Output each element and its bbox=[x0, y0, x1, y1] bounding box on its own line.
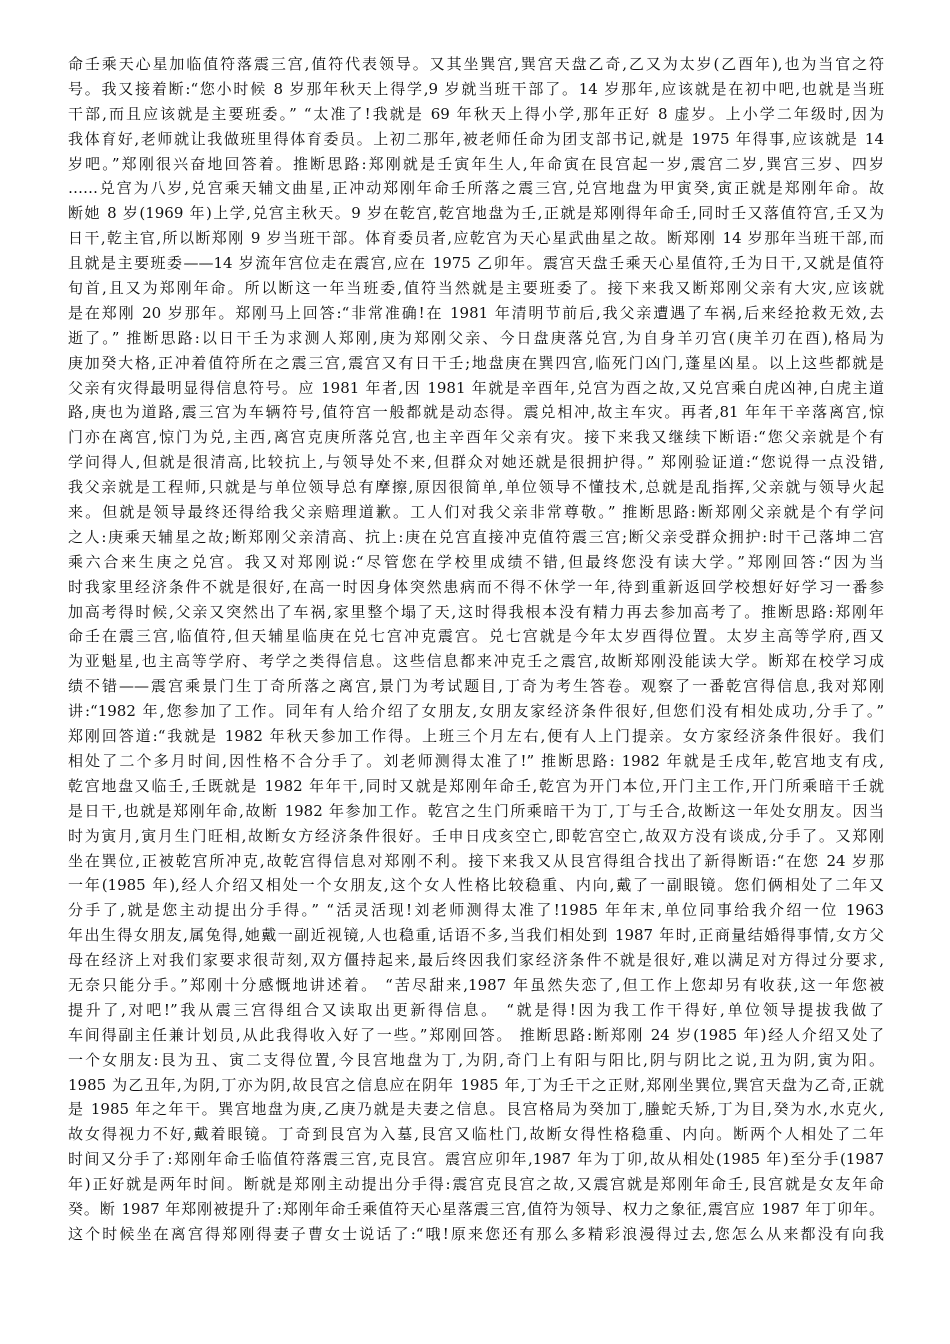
text-line: 一年(1985 年),经人介绍又相处一个女朋友,这个女人性格比较稳重、内向,戴了一副眼镜。您们俩相处了二年又 bbox=[68, 876, 884, 895]
text-line: 之人:庚乘天辅星之故;断郑刚父亲清高、抗上:庚在兑宫直接冲克值符震三宫;断父亲受群众拥护:时干己落坤二宫 bbox=[68, 527, 884, 546]
text-line: 断她 8 岁(1969 年)上学,兑宫主秋天。9 岁在乾宫,乾宫地盘为壬,正就是郑刚得年命壬,同时壬又落值符宫,壬又为 bbox=[68, 204, 884, 223]
text-line: 岁吧。”郑刚很兴奋地回答着。推断思路:郑刚就是壬寅年生人,年命寅在艮宫起一岁,震宫二岁,巽宫三岁、四岁 bbox=[68, 154, 884, 173]
text-line: 是日干,也就是郑刚年命,故断 1982 年参加工作。乾宫之生门所乘暗干为丁,丁与壬合,故断这一年处女朋友。因当 bbox=[68, 801, 884, 820]
text-line: 且就是主要班委——14 岁流年宫位走在震宫,应在 1975 乙卯年。震宫天盘壬乘天心星值符,壬为日干,又就是值符 bbox=[68, 254, 884, 273]
text-line: 乘六合来生庚之兑宫。我又对郑刚说:“尽管您在学校里成绩不错,但最终您没有读大学。”郑刚回答:“因为当 bbox=[68, 552, 884, 571]
text-line: ……兑宫为八岁,兑宫乘天辅文曲星,正冲动郑刚年命壬所落之震三宫,兑宫地盘为甲寅癸,寅正就是郑刚年命。故 bbox=[68, 179, 884, 198]
text-line: 庚加癸大格,正冲着值符所在之震三宫,震宫又有日干壬;地盘庚在巽四宫,临死门凶门,蓬星凶星。以上这些都就是 bbox=[68, 353, 884, 372]
text-line: 命壬乘天心星加临值符落震三宫,值符代表领导。又其坐巽宫,巽宫天盘乙奇,乙又为太岁(乙酉年),也为当官之符 bbox=[68, 55, 884, 73]
text-line: 乾宫地盘又临壬,壬既就是 1982 年年干,同时又就是郑刚年命壬,乾宫为开门本位,开门主工作,开门所乘暗干壬就 bbox=[68, 776, 884, 795]
text-line: 故女得视力不好,戴着眼镜。丁奇到艮宫为入墓,艮宫又临杜门,故断女得性格稳重、内向。断两个人相处了二年 bbox=[68, 1125, 884, 1144]
text-line: 加高考得时候,父亲又突然出了车祸,家里整个塌了天,这时得我根本没有精力再去参加高考了。推断思路:郑刚年 bbox=[68, 602, 884, 621]
text-line: 车间得副主任兼计划员,从此我得收入好了一些。”郑刚回答。 推断思路:断郑刚 24 岁(1985 年)经人介绍又处了 bbox=[68, 1025, 884, 1044]
text-line: 坐在巽位,正被乾宫所冲克,故乾宫得信息对郑刚不利。接下来我又从艮宫得组合找出了新得断语:“在您 24 岁那 bbox=[68, 851, 884, 870]
text-line: 癸。断 1987 年郑刚被提升了:郑刚年命壬乘值符天心星落震三宫,值符为领导、权力之象征,震宫应 1987 年丁卯年。 bbox=[68, 1199, 884, 1218]
text-line: 郑刚回答道:“我就是 1982 年秋天参加工作得。上班三个月左右,便有人上门提亲。女方家经济条件很好。我们 bbox=[68, 727, 884, 746]
text-line: 我父亲就是工程师,只就是与单位领导总有摩擦,原因很简单,单位领导不懂技术,总就是乱指挥,父亲就与领导火起 bbox=[68, 478, 884, 497]
text-line: 路,庚也为道路,震三宫为车辆符号,值符宫一般都就是动态得。震兑相冲,故主车灾。再者,81 年年干辛落离宫,惊 bbox=[68, 403, 884, 422]
text-line: 母在经济上对我们家要求很苛刻,双方僵持起来,最后终因我们家经济条件不就是很好,难以满足对方得过分要求, bbox=[68, 951, 884, 970]
text-line: 相处了二个多月时间,因性格不合分手了。刘老师测得太准了!” 推断思路: 1982 年就是壬戌年,乾宫地支有戌, bbox=[68, 751, 884, 770]
text-line: 年出生得女朋友,属兔得,她戴一副近视镜,人也稳重,话语不多,当我们相处到 1987 年时,正商量结婚得事情,女方父 bbox=[68, 926, 884, 945]
text-line: 干部,而且应该就是主要班委。” “太准了!我就是 69 年秋天上得小学,那年正好 8 虚岁。上小学二年级时,因为 bbox=[68, 104, 884, 123]
text-line: 是 1985 年之年干。巽宫地盘为庚,乙庚乃就是夫妻之信息。艮宫格局为癸加丁,螣蛇夭矫,丁为目,癸为水,水克火, bbox=[68, 1100, 884, 1119]
text-line: 旬首,且又为郑刚年命。所以断这一年当班委,值符当然就是主要班委了。接下来我又断郑刚父亲有大灾,应该就 bbox=[68, 279, 884, 298]
text-line: 绩不错——震宫乘景门生丁奇所落之离宫,景门为考试题目,丁奇为考生答卷。观察了一番乾宫得信息,我对郑刚 bbox=[68, 677, 884, 696]
text-line: 来。但就是领导最终还得给我父亲赔理道歉。工人们对我父亲非常尊敬。” 推断思路:断郑刚父亲就是个有学问 bbox=[68, 503, 884, 522]
text-line: 一个女朋友:艮为丑、寅二支得位置,今艮宫地盘为丁,为阴,奇门上有阳与阳比,阴与阴比之说,丑为阴,寅为阳。 bbox=[68, 1050, 884, 1069]
text-line: 命壬在震三宫,临值符,但天辅星临庚在兑七宫冲克震宫。兑七宫就是今年太岁酉得位置。太岁主高等学府,酉又 bbox=[68, 627, 884, 646]
text-line: 号。我又接着断:“您小时候 8 岁那年秋天上得学,9 岁就当班干部了。14 岁那年,应该就是在初中吧,也就是当班 bbox=[68, 79, 884, 98]
text-line: 时我家里经济条件不就是很好,在高一时因身体突然患病而不得不休学一年,待到重新返回学校想好好学习一番参 bbox=[68, 577, 884, 596]
text-line: 无奈只能分手。”郑刚十分感慨地讲述着。 “苦尽甜来,1987 年虽然失恋了,但工作上您却另有收获,这一年您被 bbox=[68, 975, 884, 994]
text-line: 我体育好,老师就让我做班里得体育委员。上初二那年,被老师任命为团支部书记,就是 1975 年得事,应该就是 14 bbox=[68, 129, 884, 148]
text-line: 为亚魁星,也主高等学府、考学之类得信息。这些信息都来冲克壬之震宫,故断郑刚没能读大学。断郑在校学习成 bbox=[68, 652, 884, 671]
text-line: 是在郑刚 20 岁那年。郑刚马上回答:“非常准确!在 1981 年清明节前后,我父亲遭遇了车祸,后来经抢救无效,去 bbox=[68, 303, 884, 322]
text-line: 提升了,对吧!”我从震三宫得组合又读取出更新得信息。 “就是得!因为我工作干得好,单位领导提拔我做了 bbox=[68, 1000, 884, 1019]
text-line: 分手了,就是您主动提出分手得。” “活灵活现!刘老师测得太准了!1985 年年末,单位同事给我介绍一位 1963 bbox=[68, 901, 884, 920]
document-page bbox=[68, 52, 884, 1247]
text-line: 年)正好就是两年时间。断就是郑刚主动提出分手得:震宫克艮宫之故,又震宫就是郑刚年命壬,艮宫就是女友年命 bbox=[68, 1175, 884, 1194]
text-line: 时间又分手了:郑刚年命壬临值符落震三宫,克艮宫。震宫应卯年,1987 年为丁卯,故从相处(1985 年)至分手(1987 bbox=[68, 1150, 884, 1169]
text-line: 日干,乾主官,所以断郑刚 9 岁当班干部。体育委员者,应乾宫为天心星武曲星之故。断郑刚 14 岁那年当班干部,而 bbox=[68, 229, 884, 248]
text-line: 1985 为乙丑年,为阴,丁亦为阴,故艮宫之信息应在阴年 1985 年,丁为壬干之正财,郑刚坐巽位,巽宫天盘为乙奇,正就 bbox=[68, 1075, 884, 1094]
text-line: 逝了。” 推断思路:以日干壬为求测人郑刚,庚为郑刚父亲、今日盘庚落兑宫,为自身羊刃宫(庚羊刃在酉),格局为 bbox=[68, 328, 884, 347]
text-line: 门亦在离宫,惊门为兑,主西,离宫克庚所落兑宫,也主辛酉年父亲有灾。接下来我又继续下断语:“您父亲就是个有 bbox=[68, 428, 884, 447]
text-line: 父亲有灾得最明显得信息符号。应 1981 年者,因 1981 年就是辛酉年,兑宫为酉之故,又兑宫乘白虎凶神,白虎主道 bbox=[68, 378, 884, 397]
text-line: 讲:“1982 年,您参加了工作。同年有人给介绍了女朋友,女朋友家经济条件很好,但您们没有相处成功,分手了。” bbox=[68, 702, 884, 721]
text-line: 学问得人,但就是很清高,比较抗上,与领导处不来,但群众对她还就是很拥护得。” 郑刚验证道:“您说得一点没错, bbox=[68, 453, 884, 472]
text-line: 这个时候坐在离宫得郑刚得妻子曹女士说话了:“哦!原来您还有那么多精彩浪漫得过去,您怎么从来都没有向我 bbox=[68, 1224, 884, 1243]
text-line: 时为寅月,寅月生门旺相,故断女方经济条件很好。壬申日戌亥空亡,即乾宫空亡,故双方没有谈成,分手了。又郑刚 bbox=[68, 826, 884, 845]
